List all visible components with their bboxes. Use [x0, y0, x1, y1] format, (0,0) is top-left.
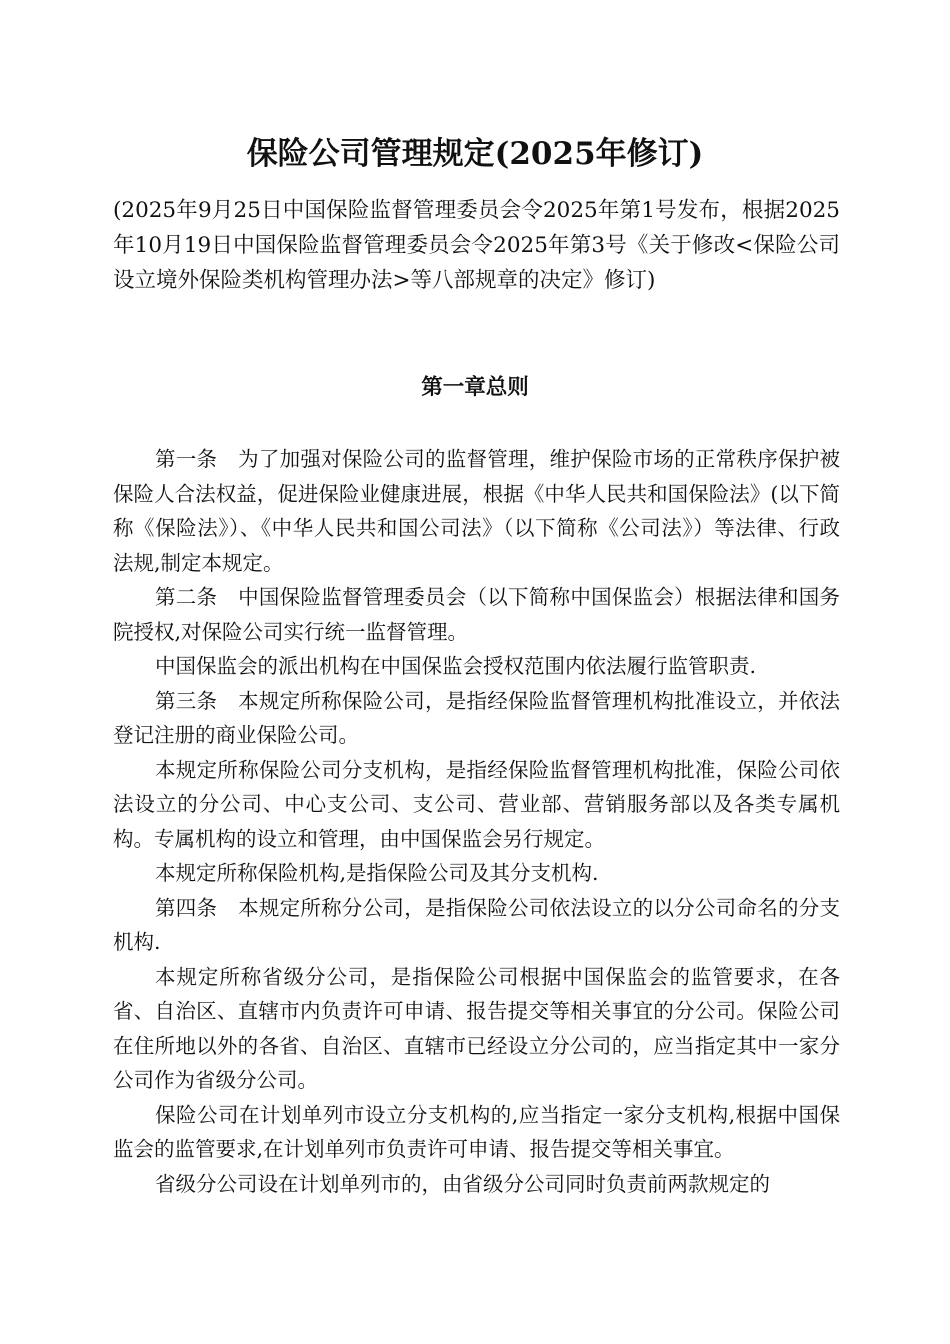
- document-body: [113, 442, 840, 1201]
- article-2-clause-2: 中国保监会的派出机构在中国保监会授权范围内依法履行监管职责.: [155, 654, 757, 678]
- document-subtitle: (2025年9月25日中国保险监督管理委员会令2025年第1号发布，根据2025年10月19日中国保险监督管理委员会令2025年第3号《关于修改<保险公司设立境外保险类机构管理办法>等八部规章的决定》修订): [113, 198, 840, 293]
- article-3-paragraph: 第三条 本规定所称保险公司，是指经保险监督管理机构批准设立，并依法登记注册的商业保险公司。: [113, 688, 840, 747]
- article-4-paragraph: 第四条 本规定所称分公司，是指保险公司依法设立的以分公司命名的分支机构.: [113, 895, 840, 954]
- article-4-clause-4: 省级分公司设在计划单列市的，由省级分公司同时负责前两款规定的: [155, 1171, 771, 1196]
- chapter-title: 第一章总则: [421, 375, 529, 400]
- article-4-clause-3: 保险公司在计划单列市设立分支机构的,应当指定一家分支机构,根据中国保监会的监管要求,在计划单列市负责许可申请、报告提交等相关事宜。: [113, 1102, 840, 1161]
- article-3-clause-2: 本规定所称保险公司分支机构，是指经保险监督管理机构批准，保险公司依法设立的分公司、中心支公司、支公司、营业部、营销服务部以及各类专属机构。专属机构的设立和管理，由中国保监会另行规定。: [113, 757, 840, 851]
- document-title: 保险公司管理规定(2025年修订): [246, 136, 704, 172]
- article-3-clause-3: 本规定所称保险机构,是指保险公司及其分支机构.: [155, 861, 599, 885]
- article-1-paragraph: 第一条 为了加强对保险公司的监督管理，维护保险市场的正常秩序保护被保险人合法权益，促进保险业健康进展，根据《中华人民共和国保险法》(以下简称《保险法》）、《中华人民共和国公司法》（以下简称《公司法》）等法律、行政法规,制定本规定。: [113, 447, 840, 575]
- article-4-clause-2: 本规定所称省级分公司，是指保险公司根据中国保监会的监管要求，在各省、自治区、直辖市内负责许可申请、报告提交等相关事宜的分公司。保险公司在住所地以外的各省、自治区、直辖市已经设立分公司的，应当指定其中一家分公司作为省级分公司。: [113, 964, 840, 1092]
- article-2-paragraph: 第二条 中国保险监督管理委员会（以下简称中国保监会）根据法律和国务院授权,对保险公司实行统一监督管理。: [113, 585, 840, 644]
